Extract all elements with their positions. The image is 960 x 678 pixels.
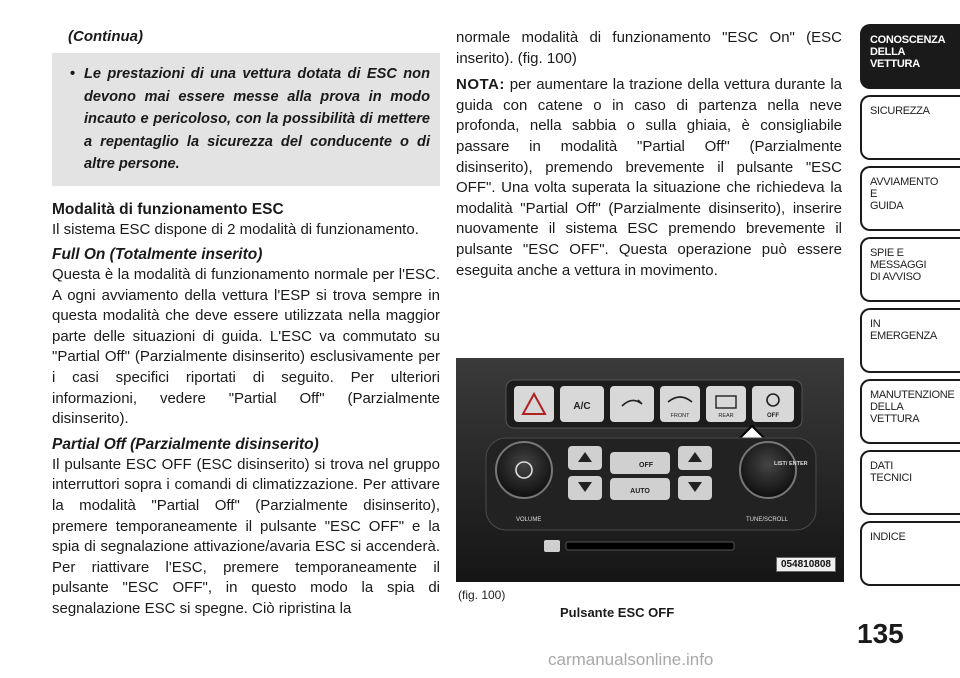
- figure-ref: (fig. 100): [458, 588, 506, 602]
- hazard-button[interactable]: [514, 386, 554, 422]
- eject-button[interactable]: [544, 540, 560, 552]
- partial-title: Partial Off (Parzialmente disinserito): [52, 435, 319, 453]
- nota-paragraph: [456, 75, 842, 281]
- tab-sicurezza[interactable]: SICUREZZA: [860, 95, 960, 160]
- auto-label: AUTO: [630, 488, 650, 495]
- nota-text: per aumentare la trazione della vettura durante la guida con catene o in caso di partenza nella neve profonda, nella sabbia o sulla ghiaia, è consigliabile passare in modalità "Partial Off" (Parzialmente disinserito), premendo brevemente il pulsante "ESC OFF". Una volta superata la situazione che richiedeva la modalità "Partial Off" (Parzialmente disinserito), inserire nuovamente il sistema ESC premendo brevemente il pulsante "ESC OFF". Questa operazione può essere eseguita anche a vettura in movimento.: [456, 76, 842, 279]
- auto-button[interactable]: [610, 478, 670, 500]
- list-enter-label: LIST/ ENTER: [774, 461, 808, 467]
- partial-text: Il pulsante ESC OFF (ESC disinserito) si trova nel gruppo interruttori sopra i comandi di climatizzazione. Per attivare la modalità "Partial Off" (Parzialmente disinserito), premere temporaneamente il pulsante "ESC OFF" e la spia di segnalazione attivazione/avaria ESC si accenderà. Per riattivare l'ESC, premere temporaneamente il pulsante "ESC OFF", in questo modo la spia di segnalazione ESC si spegne. Ciò ripristina la: [52, 455, 440, 617]
- bullet-icon: •: [70, 66, 76, 82]
- right-text: normale modalità di funzionamento "ESC On" (ESC inserito). (fig. 100): [456, 29, 842, 67]
- continued-label: (Continua): [68, 28, 143, 45]
- front-label: FRONT: [670, 413, 690, 419]
- fullon-text: Questa è la modalità di funzionamento normale per l'ESC. A ogni avviamento della vettura l'ESP si trova sempre in questa modalità che deve essere utilizzata nella maggior parte delle situazioni di guida. L'ESC va commutato su "Partial Off" (Parzialmente disinserito) esclusivamente per i casi specifici riportati di seguito. Per ulteriori informazioni, vedere "Partial Off" (Parzialmente disinserito).: [52, 266, 440, 428]
- volume-label: VOLUME: [516, 517, 542, 523]
- warning-box: [52, 53, 440, 186]
- fullon-title: Full On (Totalmente inserito): [52, 246, 263, 264]
- left-column: [52, 28, 440, 620]
- tab-spie-messaggi[interactable]: SPIE E MESSAGGI DI AVVISO: [860, 237, 960, 302]
- volume-knob[interactable]: [496, 442, 552, 498]
- tab-indice[interactable]: INDICE: [860, 521, 960, 586]
- rear-label: REAR: [718, 413, 734, 419]
- temp-right-down[interactable]: [678, 476, 712, 500]
- temp-left-up[interactable]: [568, 446, 602, 470]
- tab-dati-tecnici[interactable]: DATI TECNICI: [860, 450, 960, 515]
- cd-slot: [566, 542, 734, 550]
- figure-code: 054810808: [776, 557, 836, 572]
- fan-off-button[interactable]: [610, 452, 670, 474]
- climate-panel-illustration: [456, 358, 844, 582]
- esc-off-label: OFF: [767, 413, 779, 419]
- nota-label: NOTA:: [456, 76, 505, 94]
- temp-right-up[interactable]: [678, 446, 712, 470]
- fan-off-label: OFF: [639, 462, 653, 469]
- watermark: carmanualsonline.info: [548, 650, 714, 669]
- tune-label: TUNE/SCROLL: [746, 517, 789, 523]
- rear-defrost-button[interactable]: [706, 386, 746, 422]
- temp-left-down[interactable]: [568, 476, 602, 500]
- section-intro: Il sistema ESC dispone di 2 modalità di funzionamento.: [52, 220, 419, 238]
- front-defrost-button[interactable]: [660, 386, 700, 422]
- recirculation-button[interactable]: [610, 386, 654, 422]
- ac-button[interactable]: [560, 386, 604, 422]
- figure-caption: Pulsante ESC OFF: [560, 605, 675, 620]
- warning-text: [64, 63, 430, 176]
- tab-avviamento-guida[interactable]: AVVIAMENTO E GUIDA: [860, 166, 960, 231]
- warning-sentence: Le prestazioni di una vettura dotata di ESC non devono mai essere messe alla prova in modo incauto e pericoloso, con la possibilità di mettere a repentaglio la sicurezza del conducente o di altre persone.: [84, 66, 430, 172]
- figure-esc-panel: [456, 358, 844, 582]
- esc-off-button[interactable]: [752, 386, 794, 422]
- tab-conoscenza-vettura[interactable]: CONOSCENZA DELLA VETTURA: [860, 24, 960, 89]
- section-title: Modalità di funzionamento ESC: [52, 200, 284, 218]
- page-number: 135: [857, 618, 904, 649]
- right-column: [456, 28, 842, 281]
- tab-emergenza[interactable]: IN EMERGENZA: [860, 308, 960, 373]
- tab-manutenzione[interactable]: MANUTENZIONE DELLA VETTURA: [860, 379, 960, 444]
- chapter-sidebar: [860, 24, 960, 592]
- ac-label: A/C: [573, 401, 591, 412]
